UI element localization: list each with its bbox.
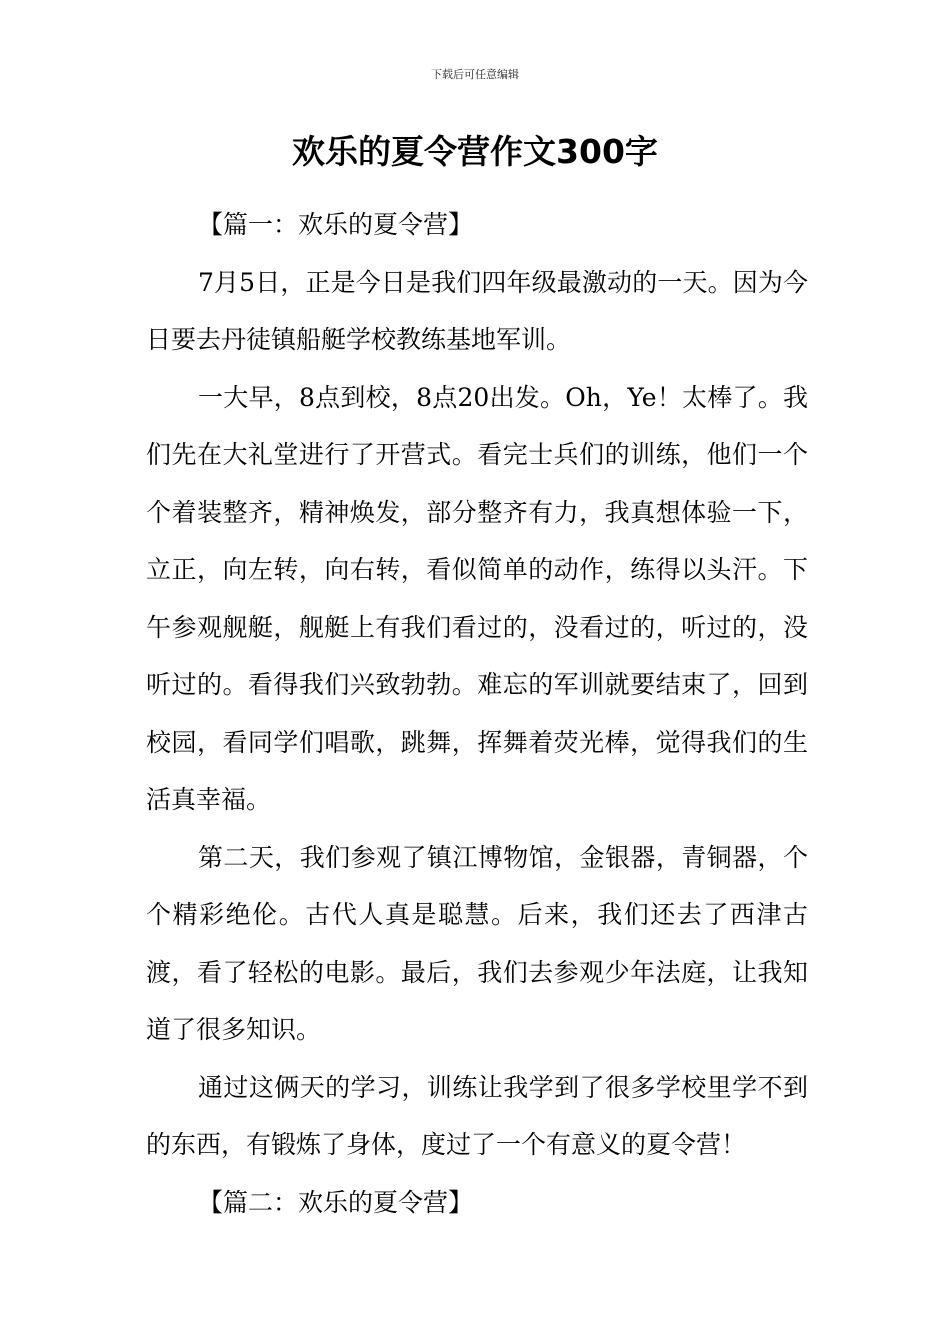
document-title: 欢乐的夏令营作文300字 <box>292 132 658 171</box>
paragraph-3: 第二天，我们参观了镇江博物馆，金银器，青铜器，个个精彩绝伦。古代人真是聪慧。后来，我们还去了西津古渡，看了轻松的电影。最后，我们去参观少年法庭，让我知道了很多知识。 <box>146 842 808 1044</box>
paragraph-2: 一大早，8点到校，8点20出发。Oh，Ye！太棒了。我们先在大礼堂进行了开营式。看完士兵们的训练，他们一个个着装整齐，精神焕发，部分整齐有力，我真想体验一下，立正，向左转，向右转，看似简单的动作，练得以头汗。下午参观舰艇，舰艇上有我们看过的，没看过的，听过的，没听过的。看得我们兴致勃勃。难忘的军训就要结束了，回到校园，看同学们唱歌，跳舞，挥舞着荧光棒，觉得我们的生活真幸福。 <box>146 382 808 814</box>
header-note: 下载后可任意编辑 <box>431 68 519 81</box>
paragraph-1: 7月5日，正是今日是我们四年级最激动的一天。因为今日要去丹徒镇船艇学校教练基地军训。 <box>146 267 808 354</box>
section-heading-2: 【篇二：欢乐的夏令营】 <box>198 1187 474 1217</box>
paragraph-4: 通过这俩天的学习，训练让我学到了很多学校里学不到的东西，有锻炼了身体，度过了一个有意义的夏令营！ <box>146 1072 808 1159</box>
document-body <box>146 196 808 1231</box>
section-heading-1: 【篇一：欢乐的夏令营】 <box>198 210 474 239</box>
